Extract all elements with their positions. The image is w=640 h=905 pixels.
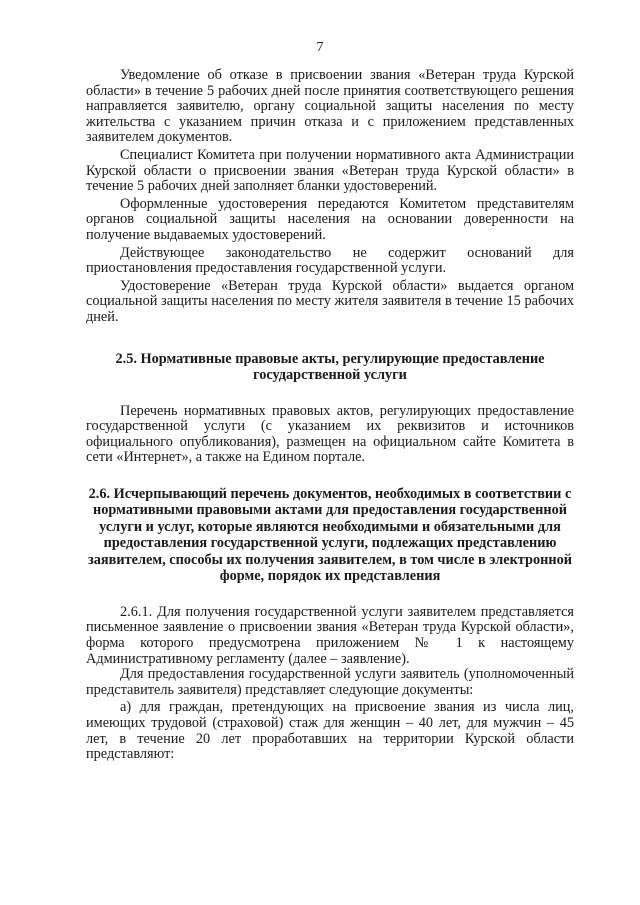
- section-2-5-heading: 2.5. Нормативные правовые акты, регулирующие предоставление государственной услуги: [115, 350, 545, 383]
- section-2-6-item-a: а) для граждан, претендующих на присвоение звания из числа лиц, имеющих трудовой (страховой) стаж для женщин – 40 лет, для мужчин – 45 лет, в течение 20 лет проработавших на территории Курской области представляют:: [86, 699, 574, 763]
- section-2-6-1-paragraph: 2.6.1. Для получения государственной услуги заявителем представляется письменное заявление о присвоении звания «Ветеран труда Курской области», форма которого предусмотрена приложением № 1 к настоящему Административному регламенту (далее – заявление).: [86, 603, 574, 667]
- paragraph-specialist: Специалист Комитета при получении нормативного акта Администрации Курской области о присвоении звания «Ветеран труда Курской области» в течение 5 рабочих дней заполняет бланки удостоверений.: [86, 146, 574, 195]
- paragraph-certificates-transfer: Оформленные удостоверения передаются Комитетом представителям органов социальной защиты населения на основании доверенности на получение выдаваемых удостоверений.: [86, 195, 574, 243]
- paragraph-certificate-issue: Удостоверение «Ветеран труда Курской области» выдается органом социальной защиты населения по месту жителя заявителя в течение 15 рабочих дней.: [86, 277, 574, 325]
- paragraph-refusal-notice: Уведомление об отказе в присвоении звания «Ветеран труда Курской области» в течение 5 рабочих дней после принятия соответствующего решения направляется заявителю, органу социальной защиты населения по месту жительства с указанием причин отказа и с приложением представленных заявителем документов.: [86, 67, 574, 146]
- paragraph-legislation: Действующее законодательство не содержит оснований для приостановления предоставления государственной услуги.: [86, 244, 574, 277]
- page-content: [86, 68, 574, 763]
- section-2-6-documents-paragraph: Для предоставления государственной услуги заявитель (уполномоченный представитель заявителя) представляет следующие документы:: [86, 666, 574, 698]
- page-number: 7: [316, 40, 324, 55]
- section-2-5-paragraph: Перечень нормативных правовых актов, регулирующих предоставление государственной услуги (с указанием их реквизитов и источников официального опубликования), размещен на официальном сайте Комитета в сети «Интернет», а также на Едином портале.: [86, 402, 574, 466]
- section-2-6-heading: 2.6. Исчерпывающий перечень документов, необходимых в соответствии с нормативными правовыми актами для предоставления государственной услуги и услуг, которые являются необходимыми и обязательными для предоставления государственной услуги, подлежащих представлению заявителем, способы их получения заявителем, в том числе в электронной форме, порядок их представления: [88, 485, 572, 585]
